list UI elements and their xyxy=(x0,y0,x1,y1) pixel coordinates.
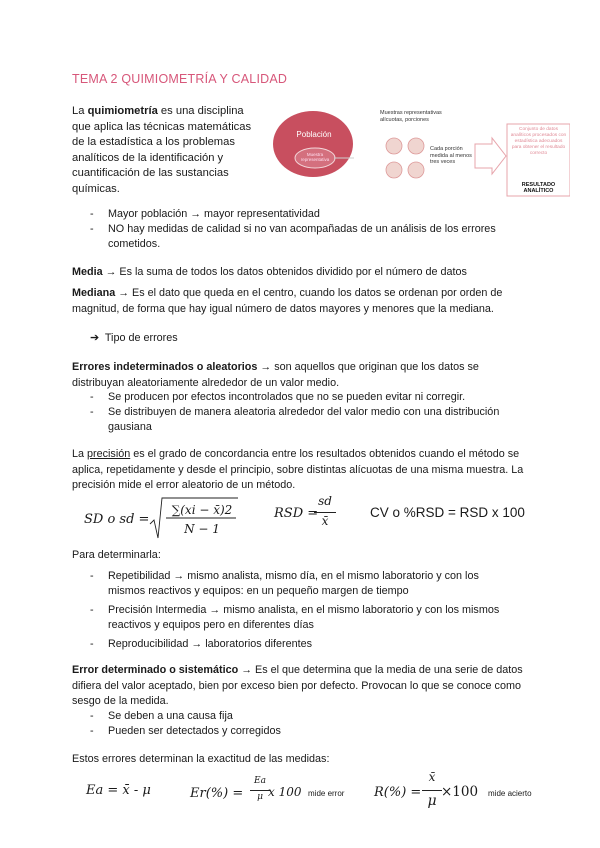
aliquot-circle-1 xyxy=(386,138,402,154)
ea-formula: Ea = x̄ - μ xyxy=(86,783,151,798)
determinado-label: Error determinado o sistemático xyxy=(72,664,239,676)
indeterminados-text: son aquellos que originan que los datos se distribuyan aleatoriamente alrededor de un valor medio. xyxy=(72,361,479,389)
precision-pre: La xyxy=(72,448,88,460)
er-numerator: Ea xyxy=(254,776,266,786)
mediana-definition xyxy=(72,286,528,317)
para-determinarla: Para determinarla: xyxy=(72,549,161,561)
list-item: - Reproducibilidad → laboratorios diferentes xyxy=(90,637,515,652)
er-denominator: μ xyxy=(257,792,263,802)
bullets-precision-types xyxy=(90,569,515,652)
r-denominator: μ xyxy=(427,793,437,809)
arrow-shape xyxy=(475,138,506,174)
sampling-diagram xyxy=(270,100,570,200)
sd-numerator: ∑(xi − x̄)2 xyxy=(171,503,233,517)
list-item: - Pueden ser detectados y corregidos xyxy=(90,724,520,739)
sd-lhs: SD o sd = xyxy=(84,512,150,527)
bullets-indeterminados xyxy=(90,390,520,435)
porcion-label: Cada porción medida al menos tres veces xyxy=(430,146,472,165)
media-text: → Es la suma de todos los datos obtenidos dividido por el número de datos xyxy=(102,266,467,278)
precision-word: precisión xyxy=(87,448,131,460)
aliquot-circle-2 xyxy=(386,162,402,178)
list-item: - NO hay medidas de calidad si no van acompañadas de un análisis de los errores cometidos. xyxy=(90,222,520,252)
exactitud-paragraph: Estos errores determinan la exactitud de las medidas: xyxy=(72,753,330,765)
list-item: - Se producen por efectos incontrolados que no se pueden evitar ni corregir. xyxy=(90,390,520,405)
precision-post: es el grado de concordancia entre los resultados obtenidos cuando el método se aplica, repetidamente y desde el principio, sobre distintas alícuotas de una misma muestra. La precisión mide el error aleatorio de un método. xyxy=(72,448,524,491)
sd-denominator: N − 1 xyxy=(184,522,220,536)
intro-post: es una disciplina que aplica las técnicas matemáticas de la estadística a los problemas analíticos de la identificación y cuantificación de las sustancias químicas. xyxy=(72,105,252,195)
cv-formula: CV o %RSD = RSD x 100 xyxy=(370,505,525,520)
intro-bold-term: quimiometría xyxy=(87,105,158,117)
determinado-text: → Es el que determina que la media de una serie de datos difiera del valor aceptado, bien por exceso bien por defecto. Provocan lo que se conoce como sesgo de la medida. xyxy=(72,664,523,707)
aliquot-circle-4 xyxy=(408,162,424,178)
r-fraction-bar xyxy=(422,790,442,791)
tipo-errores-heading xyxy=(90,331,178,344)
precision-paragraph xyxy=(72,447,528,494)
media-definition xyxy=(72,265,528,281)
er-note: mide error xyxy=(308,789,345,798)
r-note: mide acierto xyxy=(488,789,532,798)
r-multiplier: ×100 xyxy=(441,784,479,800)
list-item: - Se deben a una causa fija xyxy=(90,709,520,724)
rsd-denominator: x̄ xyxy=(321,514,329,528)
media-label: Media xyxy=(72,266,103,278)
tipo-errores-label: Tipo de errores xyxy=(104,332,178,344)
bullets-poblacion xyxy=(90,207,520,252)
resultado-label: RESULTADO ANALÍTICO xyxy=(521,182,556,194)
arrow-right-icon: ➔ xyxy=(90,332,100,344)
list-item: - Mayor población → mayor representatividad xyxy=(90,207,520,222)
determinado-paragraph xyxy=(72,663,528,710)
page-title: TEMA 2 QUIMIOMETRÍA Y CALIDAD xyxy=(72,72,288,86)
muestras-label: Muestras representativas alícuotas, porciones xyxy=(380,110,442,123)
result-box-text: Conjunto de datos analíticos procesados con estadística adecuados para obtener el resultado correcto xyxy=(510,127,567,156)
rsd-numerator: sd xyxy=(318,494,332,508)
mediana-label: Mediana xyxy=(72,287,116,299)
list-item: - Repetibilidad → mismo analista, mismo día, en el mismo laboratorio y con los mismos reactivos y equipos: en un pequeño margen de tiempo xyxy=(90,569,515,599)
poblacion-label: Población xyxy=(296,130,332,139)
intro-paragraph xyxy=(72,104,262,197)
mediana-text: → Es el dato que queda en el centro, cuando los datos se ordenan por orden de magnitud, de forma que hay igual número de datos mayores y menores que la mediana. xyxy=(72,287,503,315)
er-lhs: Er(%) = xyxy=(190,786,244,801)
er-multiplier: x 100 xyxy=(268,785,302,799)
r-numerator: x̄ xyxy=(428,770,436,784)
bullets-determinado xyxy=(90,709,520,739)
indeterminados-paragraph xyxy=(72,360,528,391)
rsd-lhs: RSD = xyxy=(274,506,319,521)
er-fraction-bar xyxy=(250,790,270,791)
intro-pre: La xyxy=(72,105,88,117)
list-item: - Se distribuyen de manera aleatoria alrededor del valor medio con una distribución gausiana xyxy=(90,405,520,435)
indeterminados-label: Errores indeterminados o aleatorios → xyxy=(72,361,272,373)
aliquot-circle-3 xyxy=(408,138,424,154)
muestra-label: Muestra representativa xyxy=(300,152,330,162)
rsd-fraction-bar xyxy=(314,512,336,513)
r-lhs: R(%) = xyxy=(374,785,422,800)
list-item: - Precisión Intermedia → mismo analista, en el mismo laboratorio y con los mismos reactivos y equipos pero en diferentes días xyxy=(90,603,515,633)
